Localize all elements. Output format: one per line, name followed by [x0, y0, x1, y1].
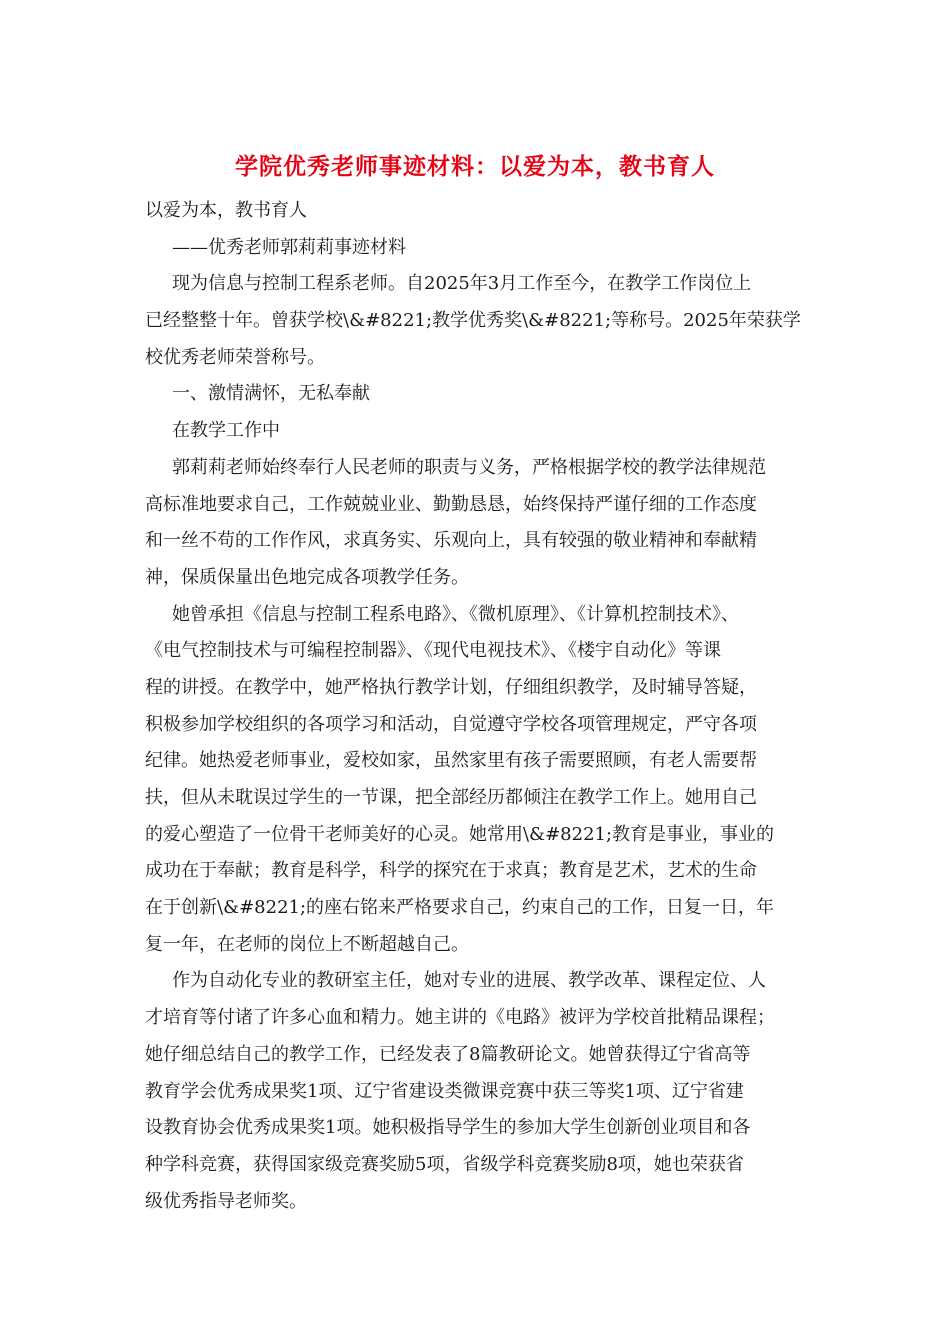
text-line: 高标准地要求自己，工作兢兢业业、勤勤恳恳，始终保持严谨仔细的工作态度: [145, 493, 757, 515]
text-line: 的爱心塑造了一位骨干老师美好的心灵。她常用\&#8221;教育是事业，事业的: [145, 823, 775, 845]
text-line: 校优秀老师荣誉称号。: [145, 346, 325, 368]
text-line: 已经整整十年。曾获学校\&#8221;教学优秀奖\&#8221;等称号。2025年荣获学: [145, 310, 801, 332]
text-line: 纪律。她热爱老师事业，爱校如家，虽然家里有孩子需要照顾，有老人需要帮: [145, 750, 757, 772]
text-line: 成功在于奉献；教育是科学，科学的探究在于求真；教育是艺术，艺术的生命: [145, 860, 757, 882]
text-line: 级优秀指导老师奖。: [145, 1190, 307, 1212]
text-line: 教育学会优秀成果奖1项、辽宁省建设类微课竞赛中获三等奖1项、辽宁省建: [145, 1080, 744, 1102]
text-line: 作为自动化专业的教研室主任，她对专业的进展、教学改革、课程定位、人: [172, 970, 766, 992]
text-line: 现为信息与控制工程系老师。自2025年3月工作至今，在教学工作岗位上: [172, 273, 752, 295]
text-line: 郭莉莉老师始终奉行人民老师的职责与义务，严格根据学校的教学法律规范: [172, 456, 766, 478]
text-line: 以爱为本，教书育人: [145, 200, 307, 221]
text-line: 种学科竞赛，获得国家级竞赛奖励5项，省级学科竞赛奖励8项，她也荣获省: [145, 1153, 744, 1175]
text-line: 在于创新\&#8221;的座右铭来严格要求自己，约束自己的工作，日复一日，年: [145, 897, 775, 919]
text-line: 在教学工作中: [172, 420, 280, 442]
text-line: 设教育协会优秀成果奖1项。她积极指导学生的参加大学生创新创业项目和各: [145, 1117, 751, 1139]
text-line: 和一丝不苟的工作作风，求真务实、乐观向上，具有较强的敬业精神和奉献精: [145, 530, 757, 552]
text-line: 程的讲授。在教学中，她严格执行教学计划，仔细组织教学，及时辅导答疑，: [145, 676, 757, 698]
text-line: ——优秀老师郭莉莉事迹材料: [172, 236, 406, 258]
text-line: 一、激情满怀，无私奉献: [172, 383, 370, 405]
text-line: 她仔细总结自己的教学工作，已经发表了8篇教研论文。她曾获得辽宁省高等: [145, 1043, 751, 1065]
text-line: 她曾承担《信息与控制工程系电路》、《微机原理》、《计算机控制技术》、: [172, 603, 739, 625]
text-line: 复一年，在老师的岗位上不断超越自己。: [145, 933, 469, 955]
text-line: 《电气控制技术与可编程控制器》、《现代电视技术》、《楼宇自动化》等课: [145, 640, 721, 662]
document-body: [145, 193, 810, 1220]
text-line: 扶，但从未耽误过学生的一节课，把全部经历都倾注在教学工作上。她用自己: [145, 787, 757, 808]
text-line: 积极参加学校组织的各项学习和活动，自觉遵守学校各项管理规定，严守各项: [145, 713, 757, 735]
document-title: 学院优秀老师事迹材料：以爱为本，教书育人: [235, 153, 715, 180]
text-line: 才培育等付诸了许多心血和精力。她主讲的《电路》被评为学校首批精品课程；: [145, 1007, 775, 1029]
text-line: 神，保质保量出色地完成各项教学任务。: [145, 566, 469, 588]
